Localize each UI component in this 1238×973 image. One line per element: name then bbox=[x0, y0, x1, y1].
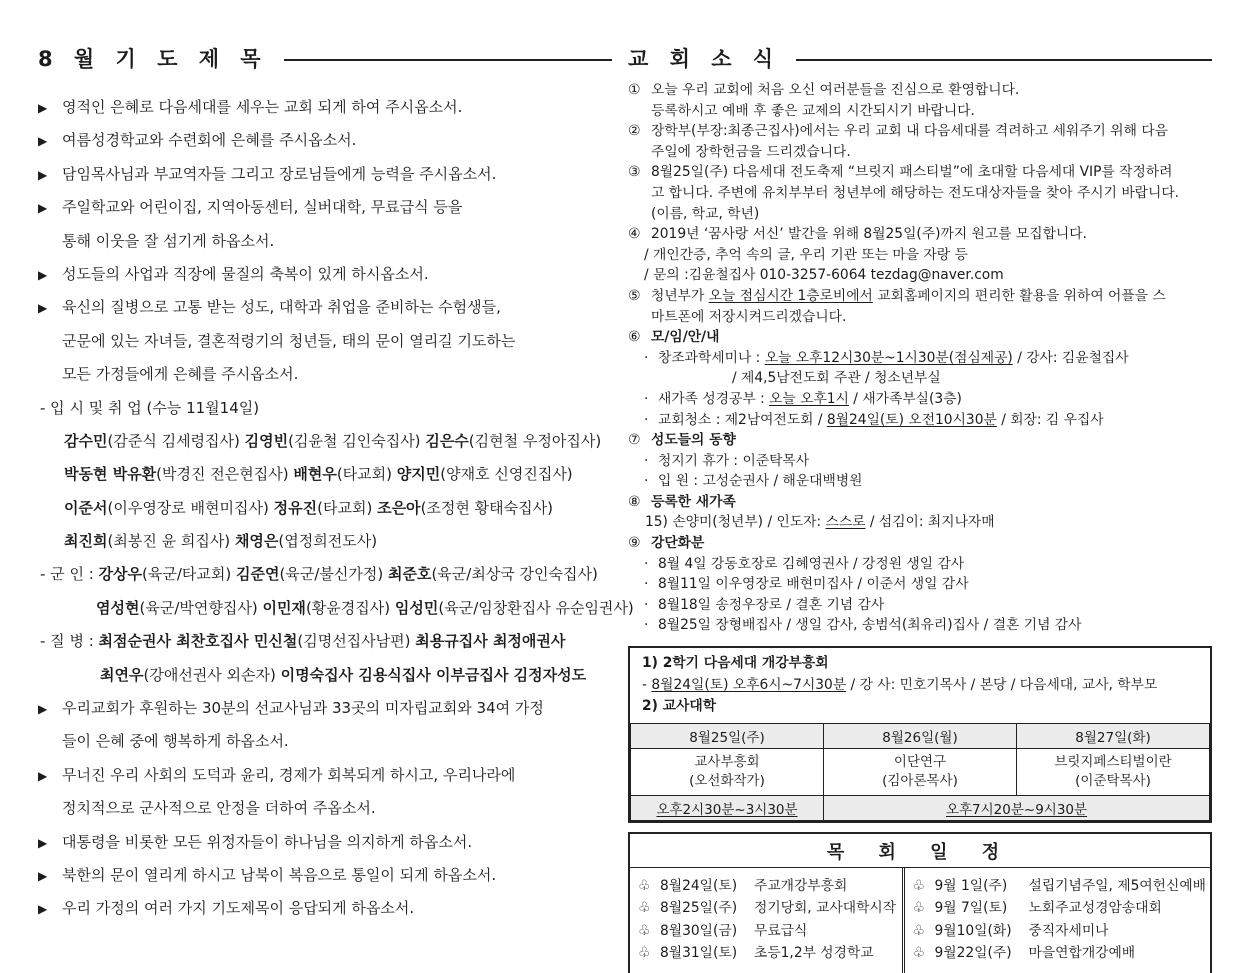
prayer-column bbox=[38, 44, 634, 926]
text-segment: - 질 병 : bbox=[40, 632, 99, 651]
text-segment: 2) 교사대학 bbox=[642, 698, 717, 715]
table-header-row bbox=[631, 723, 1210, 748]
teacher-college-table bbox=[630, 723, 1210, 821]
bullet-icon: ▶ bbox=[38, 201, 48, 216]
text-segment: (타교회) bbox=[336, 465, 397, 484]
text-segment: 청지기 휴가 : 이준탁목사 bbox=[658, 452, 810, 469]
text-segment: 오늘 점심시간 1층로비에서 bbox=[708, 287, 873, 304]
text-line bbox=[38, 158, 612, 191]
news-list bbox=[628, 80, 1212, 636]
text-line bbox=[628, 348, 1212, 369]
table-time-row bbox=[631, 795, 1210, 820]
text-segment: 오늘 우리 교회에 처음 오신 여러분들을 진심으로 환영합니다. bbox=[651, 82, 1020, 98]
text-segment: 입 원 : 고성순권사 / 해운대백병원 bbox=[658, 473, 863, 490]
text-line bbox=[628, 533, 1212, 554]
schedule-date: 9월 1일(주) bbox=[934, 877, 1008, 894]
teacher-college-box bbox=[628, 646, 1212, 823]
text-segment: - 입 시 및 취 업 (수능 11월14일) bbox=[40, 398, 260, 417]
text-line bbox=[38, 425, 612, 458]
text-line bbox=[38, 124, 612, 157]
text-segment: 8월24일(토) 오후6시~7시30분 bbox=[651, 676, 847, 693]
text-segment: (김윤철 김인숙집사) bbox=[288, 431, 426, 450]
schedule-item bbox=[638, 920, 898, 943]
text-line bbox=[628, 471, 1212, 492]
schedule-event: 정기당회, 교사대학시작 bbox=[754, 900, 897, 917]
text-segment: (이우영장로 배현미집사) bbox=[107, 498, 274, 517]
club-icon: ♧ bbox=[638, 900, 651, 917]
text-line bbox=[38, 892, 612, 925]
text-line bbox=[628, 430, 1212, 451]
text-line bbox=[38, 859, 612, 892]
text-line bbox=[628, 410, 1212, 431]
ministry-schedule-title: 목 회 일 정 bbox=[630, 834, 1210, 868]
item-number: ⑦ bbox=[628, 432, 641, 449]
schedule-date: 8월25일(주) bbox=[660, 900, 738, 917]
dot-bullet-icon: · bbox=[644, 411, 649, 428]
text-segment: / 회장: 김 우집사 bbox=[996, 411, 1104, 428]
schedule-event: 초등1,2부 성경학교 bbox=[754, 945, 874, 962]
text-segment: 무너진 우리 사회의 도덕과 윤리, 경제가 회복되게 하시고, 우리나라에 bbox=[62, 765, 516, 784]
table-header-cell: 8월25일(주) bbox=[631, 723, 824, 748]
text-segment: 정유진 bbox=[273, 498, 318, 517]
text-line bbox=[628, 101, 1212, 122]
text-segment: 대통령을 비롯한 모든 위정자들이 하나님을 의지하게 하옵소서. bbox=[62, 832, 473, 851]
bullet-icon: ▶ bbox=[38, 101, 48, 115]
dot-bullet-icon: · bbox=[644, 555, 649, 572]
session-speaker: (김아론목사) bbox=[882, 772, 958, 789]
table-cell bbox=[631, 748, 824, 795]
text-segment: 영적인 은혜로 다음세대를 세우는 교회 되게 하여 주시옵소서. bbox=[62, 98, 463, 116]
schedule-august bbox=[630, 868, 902, 973]
schedule-date: 9월 7일(토) bbox=[934, 900, 1008, 917]
text-line bbox=[628, 512, 1212, 533]
text-line bbox=[628, 245, 1212, 266]
text-line bbox=[38, 625, 612, 658]
text-segment: (김명선집사남편) bbox=[297, 632, 416, 651]
text-line bbox=[628, 121, 1212, 142]
text-segment: (최봉진 윤 희집사) bbox=[107, 532, 235, 551]
table-time-cell bbox=[631, 795, 824, 820]
bullet-icon: ▶ bbox=[38, 768, 48, 783]
schedule-date: 9월10일(화) bbox=[934, 922, 1012, 939]
text-segment: / 새가족부실(3층) bbox=[848, 390, 962, 407]
schedule-event: 노회주교성경암송대회 bbox=[1028, 900, 1162, 917]
text-segment: 강단화분 bbox=[651, 535, 705, 552]
text-segment: 김준연 bbox=[236, 565, 280, 584]
schedule-date: 9월22일(주) bbox=[934, 945, 1012, 962]
teacher-college-intro bbox=[630, 648, 1210, 721]
item-number: ② bbox=[628, 123, 641, 140]
text-segment: 여름성경학교와 수련회에 은혜를 주시옵소서. bbox=[62, 131, 357, 150]
text-segment: 15) 손양미(청년부) / 인도자: bbox=[645, 514, 826, 531]
text-segment: 8월25일(주) 다음세대 전도축제 “브릿지 패스티벌”에 초대할 다음세대 VIP를 작정하려 bbox=[651, 164, 1173, 181]
text-segment: (황윤경집사) bbox=[305, 598, 395, 617]
text-segment: 주일에 장학헌금을 드리겠습니다. bbox=[651, 143, 851, 160]
text-segment: 최준호 bbox=[387, 565, 432, 584]
text-segment: 오늘 오후12시30분~1시30분(점심제공) bbox=[764, 349, 1013, 366]
text-line bbox=[638, 653, 1202, 675]
text-line bbox=[628, 80, 1212, 101]
table-header-cell: 8월26일(월) bbox=[824, 723, 1017, 748]
item-number: ③ bbox=[628, 164, 641, 181]
schedule-event: 무료급식 bbox=[754, 922, 808, 939]
schedule-event: 설립기념주일, 제5여헌신예배 bbox=[1028, 877, 1206, 894]
text-segment: 염성현 bbox=[96, 598, 140, 617]
text-segment: - bbox=[642, 676, 652, 693]
table-cell bbox=[824, 748, 1017, 795]
text-segment: 모/임/안/내 bbox=[651, 329, 720, 346]
prayer-title: 8 월 기 도 제 목 bbox=[38, 47, 268, 71]
ministry-schedule-box bbox=[628, 832, 1212, 973]
text-segment: 새가족 성경공부 : bbox=[658, 390, 770, 407]
bullet-icon: ▶ bbox=[38, 868, 48, 883]
bullet-icon: ▶ bbox=[38, 835, 48, 850]
text-segment: 군문에 있는 자녀들, 결혼적령기의 청년들, 태의 문이 열리길 기도하는 bbox=[62, 331, 516, 350]
title-rule bbox=[284, 59, 612, 61]
text-line bbox=[638, 675, 1202, 697]
item-number: ⑤ bbox=[628, 287, 641, 304]
text-segment: 들이 은혜 중에 행복하게 하옵소서. bbox=[62, 732, 289, 751]
prayer-list bbox=[38, 91, 634, 926]
text-segment: 1) 2학기 다음세대 개강부흥회 bbox=[642, 655, 829, 672]
text-line bbox=[38, 258, 612, 291]
text-segment: 최진희 bbox=[64, 532, 108, 551]
text-line bbox=[38, 392, 612, 425]
item-number: ⑥ bbox=[628, 329, 641, 346]
text-segment: 창조과학세미나 : bbox=[658, 349, 765, 366]
bullet-icon: ▶ bbox=[38, 702, 48, 717]
text-segment: (타교회) bbox=[317, 498, 378, 517]
text-segment: (박경진 전은현집사) bbox=[156, 465, 294, 484]
text-segment: 모든 가정들에게 은혜를 주시옵소서. bbox=[62, 365, 299, 384]
schedule-event: 주교개강부흥회 bbox=[754, 877, 848, 894]
text-segment: 임성민 bbox=[394, 598, 439, 617]
dot-bullet-icon: · bbox=[644, 390, 649, 407]
time-range: 오후2시30분~3시30분 bbox=[656, 801, 798, 818]
text-line bbox=[38, 291, 612, 324]
text-segment: (이름, 학교, 학년) bbox=[651, 205, 760, 222]
text-segment: / 개인간증, 추억 속의 글, 우리 기관 또는 마을 자랑 등 bbox=[644, 246, 968, 263]
text-segment: 우리교회가 후원하는 30분의 선교사님과 33곳의 미자립교회와 34여 가정 bbox=[62, 699, 544, 718]
text-segment: (김현철 우정아집사) bbox=[468, 431, 602, 450]
text-line bbox=[628, 615, 1212, 636]
table-header-cell: 8월27일(화) bbox=[1017, 723, 1210, 748]
text-segment: 우리 가정의 여러 가지 기도제목이 응답되게 하옵소서. bbox=[62, 899, 415, 918]
schedule-item bbox=[913, 942, 1206, 965]
text-segment: 등록하시고 예배 후 좋은 교제의 시간되시기 바랍니다. bbox=[651, 102, 975, 119]
session-title: 교사부흥회 bbox=[694, 753, 760, 770]
schedule-event: 마을연합개강예배 bbox=[1028, 945, 1136, 962]
text-segment: - 군 인 : bbox=[40, 565, 99, 584]
text-segment: 박동현 박유환 bbox=[64, 465, 157, 484]
text-segment: 강상우 bbox=[98, 565, 143, 584]
ministry-schedule-columns bbox=[630, 868, 1210, 973]
text-line bbox=[38, 558, 612, 591]
schedule-item bbox=[913, 875, 1206, 898]
club-icon: ♧ bbox=[912, 900, 926, 917]
text-segment: (육군/임창환집사 유순임권사) bbox=[438, 598, 634, 617]
text-segment: 이준서 bbox=[64, 498, 108, 517]
item-number: ① bbox=[628, 82, 641, 98]
text-segment: 최연우 bbox=[100, 665, 144, 684]
text-line bbox=[38, 525, 612, 558]
dot-bullet-icon: · bbox=[644, 473, 649, 490]
club-icon: ♧ bbox=[912, 945, 926, 962]
text-line bbox=[38, 692, 612, 725]
text-line bbox=[38, 792, 612, 825]
text-segment: 8월25일 장형배집사 / 생일 감사, 송범석(최유리)집사 / 결혼 기념 감사 bbox=[658, 617, 1082, 634]
text-segment: (육군/최상국 강인숙집사) bbox=[431, 565, 598, 584]
schedule-item bbox=[638, 875, 898, 898]
bullet-icon: ▶ bbox=[38, 902, 48, 917]
text-line bbox=[38, 325, 612, 358]
dot-bullet-icon: · bbox=[644, 617, 649, 634]
time-range: 오후7시20분~9시30분 bbox=[945, 801, 1088, 818]
bullet-icon: ▶ bbox=[38, 134, 48, 149]
text-segment: 최점순권사 최찬호집사 민신철 bbox=[98, 632, 298, 651]
bullet-icon: ▶ bbox=[38, 167, 48, 182]
session-title: 브릿지페스티벌이란 bbox=[1054, 753, 1172, 770]
news-title: 교 회 소 식 bbox=[628, 47, 781, 71]
text-segment: 8월11일 이우영장로 배현미집사 / 이준서 생일 감사 bbox=[658, 576, 969, 593]
dot-bullet-icon: · bbox=[644, 596, 649, 613]
session-speaker: (오선화작가) bbox=[689, 772, 765, 789]
text-line bbox=[38, 492, 612, 525]
text-segment: (조정현 황태숙집사) bbox=[420, 498, 553, 517]
prayer-title-row bbox=[38, 44, 612, 72]
text-line bbox=[628, 307, 1212, 328]
text-line bbox=[628, 451, 1212, 472]
schedule-date: 8월31일(토) bbox=[660, 945, 738, 962]
text-segment: / 섬김이: 최지나자매 bbox=[865, 514, 995, 531]
text-segment: 김영빈 bbox=[244, 431, 289, 450]
club-icon: ♧ bbox=[638, 877, 651, 894]
text-segment: 담임목사님과 부교역자들 그리고 장로님들에게 능력을 주시옵소서. bbox=[62, 164, 497, 183]
text-line bbox=[38, 358, 612, 391]
text-segment: (육군/타교회) bbox=[142, 565, 236, 584]
text-segment: 통해 이웃을 잘 섬기게 하옵소서. bbox=[62, 231, 275, 250]
text-line bbox=[38, 759, 612, 792]
news-column bbox=[628, 44, 1212, 973]
text-line bbox=[38, 458, 612, 491]
dot-bullet-icon: · bbox=[644, 576, 649, 593]
text-segment: / 강 사: 민호기목사 / 본당 / 다음세대, 교사, 학부모 bbox=[846, 676, 1158, 693]
session-title: 이단연구 bbox=[893, 753, 947, 770]
text-segment: 최용규집사 최정애권사 bbox=[415, 632, 566, 651]
news-title-row bbox=[628, 44, 1212, 72]
text-line bbox=[628, 554, 1212, 575]
text-line bbox=[38, 592, 634, 625]
text-line bbox=[628, 574, 1212, 595]
text-segment: 배현우 bbox=[293, 465, 337, 484]
schedule-date: 8월24일(토) bbox=[660, 877, 738, 894]
text-line bbox=[628, 265, 1212, 286]
text-segment: 정치적으로 군사적으로 안정을 더하여 주옵소서. bbox=[62, 799, 376, 818]
schedule-item bbox=[638, 942, 898, 965]
text-segment: 이명숙집사 김용식집사 이부금집사 김정자성도 bbox=[280, 665, 587, 684]
text-segment: 8월18일 송정우장로 / 결혼 기념 감사 bbox=[658, 596, 885, 613]
text-segment: 북한의 문이 열리게 하시고 남북이 복음으로 통일이 되게 하옵소서. bbox=[62, 865, 497, 884]
text-segment: / 강사: 김윤철집사 bbox=[1012, 349, 1129, 366]
club-icon: ♧ bbox=[638, 945, 651, 962]
text-segment: 청년부가 bbox=[651, 287, 709, 304]
text-line bbox=[38, 826, 612, 859]
text-segment: 2019년 ‘꿈사랑 서신’ 발간을 위해 8월25일(주)까지 원고를 모집합니다. bbox=[651, 226, 1087, 243]
text-segment: 감수민 bbox=[64, 431, 108, 450]
title-rule bbox=[796, 59, 1212, 61]
bullet-icon: ▶ bbox=[38, 267, 48, 282]
text-segment: 마트폰에 저장시켜드리겠습니다. bbox=[651, 308, 847, 325]
text-segment: (육군/박연향집사) bbox=[139, 598, 263, 617]
schedule-september bbox=[902, 868, 1210, 973]
text-segment: (육군/불신가정) bbox=[279, 565, 388, 584]
text-line bbox=[38, 91, 612, 124]
text-segment: 김은수 bbox=[425, 431, 469, 450]
text-segment: 주일학교와 어린이집, 지역아동센터, 실버대학, 무료급식 등을 bbox=[62, 198, 463, 217]
dot-bullet-icon: · bbox=[644, 452, 649, 469]
text-segment: 교회청소 : 제2남여전도회 / bbox=[658, 411, 827, 428]
text-segment: 성도들의 사업과 직장에 물질의 축복이 있게 하시옵소서. bbox=[62, 264, 429, 283]
club-icon: ♧ bbox=[638, 922, 651, 939]
text-segment: 채영은 bbox=[234, 532, 279, 551]
text-line bbox=[638, 696, 1202, 718]
text-segment: 오늘 오후1시 bbox=[769, 390, 849, 407]
text-line bbox=[628, 142, 1212, 163]
table-session-row bbox=[631, 748, 1210, 795]
text-line bbox=[628, 224, 1212, 245]
text-segment: 장학부(부장:최종근집사)에서는 우리 교회 내 다음세대를 격려하고 세워주기 위해 다음 bbox=[651, 123, 1168, 140]
text-segment: 8월 4일 강동호장로 김혜영권사 / 강정원 생일 감사 bbox=[658, 555, 965, 572]
text-line bbox=[628, 162, 1212, 183]
text-segment: 이민재 bbox=[262, 598, 306, 617]
schedule-date: 8월30일(금) bbox=[660, 922, 738, 939]
text-segment: (감준식 김세령집사) bbox=[107, 431, 245, 450]
schedule-item bbox=[913, 920, 1206, 943]
text-segment: 육신의 질병으로 고통 받는 성도, 대학과 취업을 준비하는 수험생들, bbox=[62, 298, 501, 317]
table-time-cell bbox=[824, 795, 1210, 820]
bullet-icon: ▶ bbox=[38, 301, 48, 316]
text-line bbox=[38, 225, 612, 258]
text-segment: 스스로 bbox=[825, 514, 866, 531]
schedule-event: 중직자세미나 bbox=[1028, 922, 1109, 939]
text-segment: / 문의 :김윤철집사 010-3257-6064 tezdag@naver.com bbox=[644, 267, 1004, 284]
schedule-item bbox=[638, 897, 898, 920]
text-segment: 8월24일(토) 오전10시30분 bbox=[826, 411, 997, 428]
text-line bbox=[628, 389, 1212, 410]
text-line bbox=[628, 204, 1212, 225]
item-number: ④ bbox=[628, 226, 641, 243]
text-line bbox=[38, 659, 612, 692]
table-cell bbox=[1017, 748, 1210, 795]
text-line bbox=[628, 492, 1212, 513]
club-icon: ♧ bbox=[912, 877, 926, 894]
text-line bbox=[628, 183, 1212, 204]
text-segment: / 제4,5남전도회 주관 / 청소년부실 bbox=[732, 370, 941, 387]
club-icon: ♧ bbox=[912, 922, 926, 939]
text-segment: 고 합니다. 주변에 유치부부터 청년부에 해당하는 전도대상자들을 찾아 주시기 바랍니다. bbox=[651, 184, 1180, 201]
text-line bbox=[628, 327, 1212, 348]
text-line bbox=[628, 595, 1212, 616]
text-line bbox=[628, 368, 1212, 389]
text-segment: (엽정희전도사) bbox=[278, 532, 378, 551]
text-line bbox=[38, 191, 612, 224]
text-segment: (강애선권사 외손자) bbox=[143, 665, 281, 684]
text-segment: 조은아 bbox=[377, 498, 421, 517]
text-line bbox=[628, 286, 1212, 307]
dot-bullet-icon: · bbox=[644, 349, 649, 366]
text-segment: 등록한 새가족 bbox=[651, 493, 736, 510]
text-segment: 교회홈페이지의 편리한 활용을 위하여 어플을 스 bbox=[872, 287, 1166, 304]
text-segment: (양재호 신영진집사) bbox=[440, 465, 573, 484]
item-number: ⑧ bbox=[628, 493, 641, 510]
schedule-item bbox=[913, 897, 1206, 920]
text-segment: 양지민 bbox=[396, 465, 441, 484]
item-number: ⑨ bbox=[628, 535, 641, 552]
text-segment: 성도들의 동향 bbox=[651, 432, 736, 449]
session-speaker: (이준탁목사) bbox=[1075, 772, 1151, 789]
text-line bbox=[38, 725, 612, 758]
